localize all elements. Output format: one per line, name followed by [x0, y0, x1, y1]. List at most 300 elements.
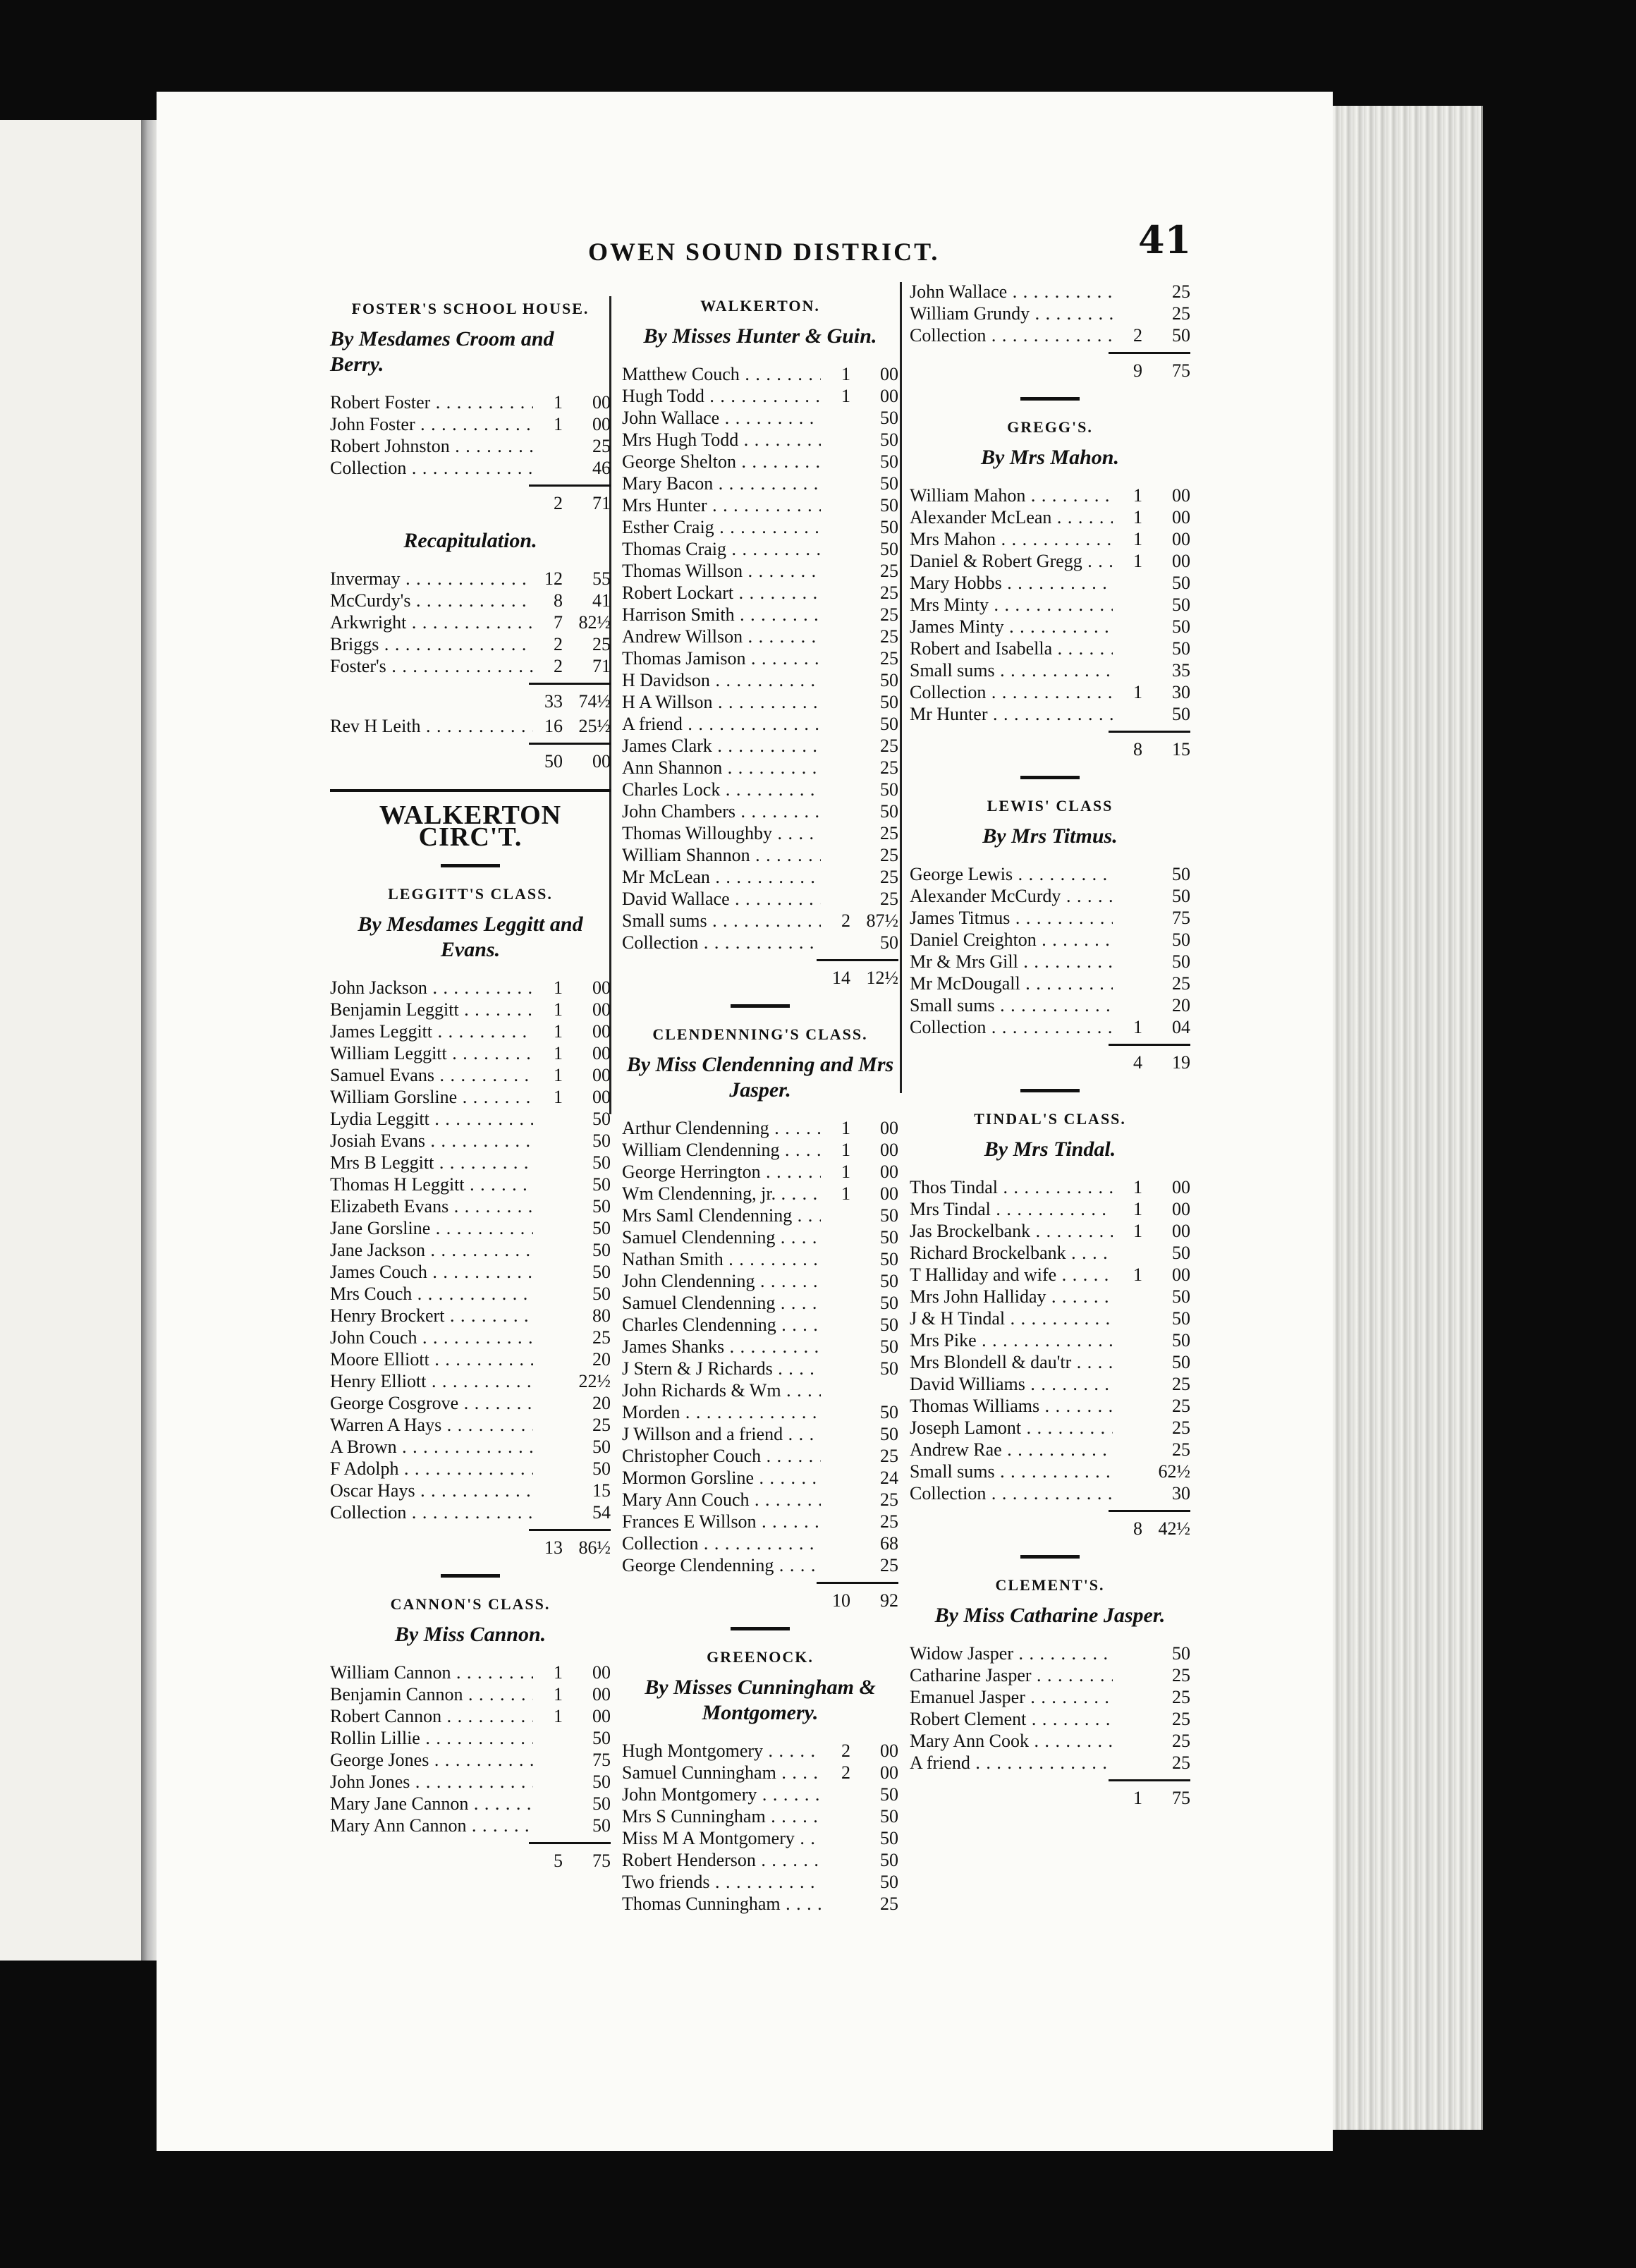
entry-dollars: [821, 669, 850, 691]
entry-cents: 25: [880, 736, 898, 756]
entry-list: [910, 1642, 1190, 1774]
entry-cents: 50: [1172, 616, 1190, 637]
entry-cents: 68: [880, 1533, 898, 1554]
entry-cents: 00: [592, 1021, 611, 1042]
entry-row: [622, 429, 898, 451]
entry-dollars: [821, 800, 850, 822]
entry-dollars: [533, 1436, 563, 1458]
entry-cents: 50: [1172, 595, 1190, 615]
entry-dollars: [1113, 885, 1142, 907]
entry-row: [330, 1370, 611, 1392]
entry-name: George Shelton . . .: [622, 451, 821, 472]
entry-dollars: [533, 1392, 563, 1414]
entry-dollars: [821, 1849, 850, 1871]
entry-row: [910, 528, 1190, 550]
section-dash: [441, 864, 500, 867]
entry-dollars: [533, 1749, 563, 1771]
entry-row: [622, 1445, 898, 1467]
entry-name: Benjamin Cannon . . .: [330, 1683, 533, 1705]
total-cents: 15: [1172, 739, 1190, 760]
section-title: FOSTER'S SCHOOL HOUSE.: [351, 300, 590, 317]
entry-row: [622, 1292, 898, 1314]
entry-dollars: [821, 472, 850, 494]
entry-dollars: [821, 1489, 850, 1511]
entry-dollars: 1: [841, 1162, 850, 1182]
section-byline: By Misses Hunter & Guin.: [643, 324, 877, 348]
entry-cents: 50: [592, 1284, 611, 1304]
entry-name: George Cosgrove . . .: [330, 1392, 533, 1414]
entry-row: [622, 1740, 898, 1762]
entry-cents: 55: [592, 568, 611, 589]
entry-name: Daniel Creighton . . .: [910, 929, 1113, 951]
entry-dollars: [533, 1727, 563, 1749]
entry-row: [910, 1220, 1190, 1242]
entry-cents: 20: [1172, 995, 1190, 1016]
entry-row: [330, 391, 611, 413]
entry-cents: [850, 1379, 898, 1401]
entry-cents: 25: [880, 1894, 898, 1914]
entry-dollars: [821, 626, 850, 647]
entry-row: [330, 1327, 611, 1348]
entry-row: [622, 910, 898, 932]
total-cents: 92: [880, 1590, 898, 1611]
entry-dollars: 1: [841, 1140, 850, 1160]
entry-cents: 50: [592, 1174, 611, 1195]
section-byline: By Misses Cunningham & Montgomery.: [645, 1676, 876, 1724]
entry-cents: 50: [1172, 638, 1190, 659]
entry-dollars: [821, 560, 850, 582]
entry-dollars: 1: [1133, 485, 1142, 506]
entry-row: [622, 626, 898, 647]
total-dollars: 2: [554, 493, 563, 513]
entry-dollars: [821, 1205, 850, 1226]
entry-name: Joseph Lamont . . .: [910, 1417, 1113, 1439]
entry-name: Mr McLean . . .: [622, 866, 821, 888]
entry-row: [330, 1458, 611, 1480]
entry-dollars: 1: [554, 1021, 563, 1042]
entry-name: Charles Clendenning . . .: [622, 1314, 821, 1336]
entry-cents: 50: [1172, 573, 1190, 593]
entry-row: [330, 568, 611, 590]
entry-name: Thomas Craig . . .: [622, 538, 821, 560]
entry-name: Robert and Isabella . . .: [910, 638, 1113, 659]
entry-name: Two friends . . .: [622, 1871, 821, 1893]
entry-name: Collection . . .: [910, 1016, 1113, 1038]
section-total: [622, 1582, 898, 1611]
entry-dollars: 1: [1133, 1221, 1142, 1241]
section-total: [910, 1779, 1190, 1809]
section-byline: By Miss Cannon.: [394, 1623, 547, 1646]
entry-cents: 50: [1172, 1330, 1190, 1351]
entry-dollars: [1113, 1351, 1142, 1373]
entry-dollars: 1: [554, 1662, 563, 1683]
entry-name: Thomas Cunningham . . .: [622, 1893, 821, 1915]
entry-name: Collection . . .: [910, 1482, 1113, 1504]
entry-name: Rollin Lillie . . .: [330, 1727, 533, 1749]
entry-list: [910, 484, 1190, 725]
entry-name: J & H Tindal . . .: [910, 1307, 1113, 1329]
entry-name: William Mahon . . .: [910, 484, 1113, 506]
entry-cents: 80: [592, 1305, 611, 1326]
entry-cents: 25: [592, 436, 611, 456]
entry-list: [910, 281, 1190, 346]
entry-dollars: [821, 822, 850, 844]
entry-row: [910, 638, 1190, 659]
entry-name: Christopher Couch . . .: [622, 1445, 821, 1467]
entry-dollars: [533, 1195, 563, 1217]
entry-name: Frances E Willson . . .: [622, 1511, 821, 1532]
entry-cents: 25: [880, 583, 898, 603]
entry-row: [622, 757, 898, 779]
section-title: CLEMENT'S.: [995, 1576, 1105, 1594]
entry-row: [910, 303, 1190, 324]
section-dash: [1020, 397, 1080, 401]
column-2: [622, 291, 898, 1915]
entry-row: [622, 1805, 898, 1827]
section-title: CLENDENNING'S CLASS.: [652, 1025, 868, 1043]
entry-row: [910, 1242, 1190, 1264]
entry-dollars: [1113, 1752, 1142, 1774]
entry-name: Collection . . .: [910, 324, 1113, 346]
entry-list: [622, 1740, 898, 1915]
entry-dollars: [533, 1815, 563, 1836]
total-dollars: 8: [1133, 1518, 1142, 1539]
total-dollars: 1: [1133, 1788, 1142, 1808]
entry-cents: 50: [880, 495, 898, 516]
entry-dollars: 2: [554, 656, 563, 676]
entry-cents: 30: [1172, 1483, 1190, 1504]
entry-cents: 00: [592, 1662, 611, 1683]
entry-row: [330, 1152, 611, 1173]
entry-name: Jane Gorsline . . .: [330, 1217, 533, 1239]
entry-cents: 00: [880, 364, 898, 384]
entry-name: Thomas Willoughby . . .: [622, 822, 821, 844]
section-dash: [1020, 1089, 1080, 1092]
entry-row: [330, 1414, 611, 1436]
entry-name: Collection . . .: [330, 457, 533, 479]
entry-dollars: [821, 516, 850, 538]
total-dollars: 13: [544, 1537, 563, 1558]
entry-cents: 25: [1172, 973, 1190, 994]
total-dollars: 5: [554, 1851, 563, 1871]
entry-dollars: [821, 647, 850, 669]
entry-dollars: [821, 1314, 850, 1336]
entry-cents: 00: [880, 1118, 898, 1138]
entry-cents: 24: [880, 1468, 898, 1488]
entry-dollars: [1113, 1439, 1142, 1461]
entry-name: James Couch . . .: [330, 1261, 533, 1283]
entry-list: [330, 1662, 611, 1836]
entry-name: A friend . . .: [622, 713, 821, 735]
entry-cents: 25: [592, 1327, 611, 1348]
entry-name: Robert Henderson . . .: [622, 1849, 821, 1871]
entry-dollars: [821, 1358, 850, 1379]
section-dash: [731, 1004, 790, 1008]
entry-cents: 25: [880, 604, 898, 625]
entry-row: [910, 1461, 1190, 1482]
entry-row: [330, 1173, 611, 1195]
entry-dollars: [533, 1458, 563, 1480]
entry-cents: 25: [1172, 1396, 1190, 1416]
entry-row: [622, 1784, 898, 1805]
entry-dollars: [821, 1784, 850, 1805]
entry-name: Mrs John Halliday . . .: [910, 1286, 1113, 1307]
entry-name: J Stern & J Richards . . .: [622, 1358, 821, 1379]
entry-cents: 00: [592, 1706, 611, 1726]
entry-cents: 25: [1172, 1731, 1190, 1751]
entry-dollars: [821, 866, 850, 888]
entry-row: [330, 1793, 611, 1815]
entry-row: [910, 907, 1190, 929]
entry-row: [622, 560, 898, 582]
entry-cents: 30: [1172, 682, 1190, 702]
entry-row: [622, 604, 898, 626]
section-byline: By Miss Clendenning and Mrs Jasper.: [626, 1053, 894, 1102]
entry-cents: 35: [1172, 660, 1190, 681]
entry-name: John Foster . . .: [330, 413, 533, 435]
entry-cents: 25: [880, 1511, 898, 1532]
entry-dollars: [821, 1893, 850, 1915]
entry-dollars: [821, 713, 850, 735]
entry-list: [910, 863, 1190, 1038]
entry-row: [622, 407, 898, 429]
entry-cents: 50: [880, 932, 898, 953]
entry-row: [330, 413, 611, 435]
total-cents: 00: [592, 751, 611, 772]
entry-name: J Willson and a friend . . .: [622, 1423, 821, 1445]
entry-name: Small sums . . .: [622, 910, 821, 932]
entry-cents: 50: [880, 408, 898, 428]
entry-row: [622, 1489, 898, 1511]
entry-name: Thomas Jamison . . .: [622, 647, 821, 669]
entry-name: David Williams . . .: [910, 1373, 1113, 1395]
section-total: [330, 484, 611, 514]
entry-dollars: [821, 1805, 850, 1827]
entry-name: Henry Brockert . . .: [330, 1305, 533, 1327]
entry-cents: 25: [1172, 1709, 1190, 1729]
section-byline: By Mesdames Croom and Berry.: [330, 327, 554, 376]
entry-row: [910, 1286, 1190, 1307]
entry-cents: 50: [592, 1772, 611, 1792]
entry-name: Mormon Gorsline . . .: [622, 1467, 821, 1489]
entry-cents: 25: [1172, 1418, 1190, 1438]
entry-dollars: [821, 888, 850, 910]
entry-cents: 54: [592, 1502, 611, 1523]
entry-name: Thomas Willson . . .: [622, 560, 821, 582]
entry-dollars: 1: [1133, 551, 1142, 571]
entry-name: Mary Jane Cannon . . .: [330, 1793, 533, 1815]
entry-dollars: [1113, 281, 1142, 303]
entry-cents: 50: [592, 1437, 611, 1457]
entry-cents: 20: [592, 1393, 611, 1413]
entry-row: [330, 457, 611, 479]
entry-name: Foster's . . .: [330, 655, 533, 677]
entry-name: Robert Cannon . . .: [330, 1705, 533, 1727]
entry-dollars: [533, 1480, 563, 1501]
entry-name: Esther Craig . . .: [622, 516, 821, 538]
entry-row: [622, 735, 898, 757]
entry-dollars: 1: [841, 386, 850, 406]
entry-dollars: [533, 1108, 563, 1130]
entry-cents: 25: [592, 634, 611, 654]
entry-cents: 50: [880, 1315, 898, 1335]
entry-dollars: [821, 1270, 850, 1292]
entry-dollars: 1: [841, 1118, 850, 1138]
page-number: 41: [1138, 217, 1192, 262]
entry-row: [622, 1893, 898, 1915]
entry-cents: 50: [880, 1293, 898, 1313]
entry-dollars: [821, 844, 850, 866]
entry-row: [622, 713, 898, 735]
entry-cents: 00: [880, 386, 898, 406]
entry-name: Benjamin Leggitt . . .: [330, 999, 533, 1020]
entry-row: [910, 1307, 1190, 1329]
entry-name: Robert Clement . . .: [910, 1708, 1113, 1730]
entry-cents: 75: [1172, 908, 1190, 928]
entry-dollars: [533, 1130, 563, 1152]
book-gutter: [141, 120, 158, 1961]
section-total: [910, 731, 1190, 760]
entry-dollars: [821, 1827, 850, 1849]
recap-title: Recapitulation.: [403, 529, 537, 552]
entry-dollars: 1: [554, 1087, 563, 1107]
entry-dollars: [821, 1226, 850, 1248]
entry-dollars: [533, 1305, 563, 1327]
entry-row: [622, 1401, 898, 1423]
entry-dollars: 7: [554, 612, 563, 633]
entry-dollars: [533, 1173, 563, 1195]
entry-cents: 50: [880, 1424, 898, 1444]
entry-dollars: [821, 604, 850, 626]
entry-cents: 50: [880, 539, 898, 559]
entry-name: Samuel Evans . . .: [330, 1064, 533, 1086]
entry-cents: 25: [880, 823, 898, 843]
entry-name: Charles Lock . . .: [622, 779, 821, 800]
entry-cents: 50: [880, 801, 898, 822]
entry-cents: 50: [592, 1130, 611, 1151]
entry-row: [622, 1161, 898, 1183]
entry-name: Mrs Saml Clendenning . . .: [622, 1205, 821, 1226]
entry-name: Samuel Clendenning . . .: [622, 1226, 821, 1248]
entry-cents: 00: [880, 1762, 898, 1783]
entry-dollars: 2: [1133, 325, 1142, 346]
entry-name: James Minty . . .: [910, 616, 1113, 638]
entry-dollars: [1113, 703, 1142, 725]
entry-name: John Wallace . . .: [622, 407, 821, 429]
entry-dollars: 2: [841, 1762, 850, 1783]
entry-dollars: [533, 1327, 563, 1348]
entry-cents: 00: [1172, 507, 1190, 528]
entry-dollars: [821, 429, 850, 451]
entry-name: Daniel & Robert Gregg . . .: [910, 550, 1113, 572]
entry-name: Mrs Minty . . .: [910, 594, 1113, 616]
entry-dollars: [1113, 951, 1142, 973]
entry-dollars: 1: [554, 1706, 563, 1726]
entry-row: [910, 1417, 1190, 1439]
section-byline: By Miss Catharine Jasper.: [934, 1604, 1166, 1627]
entry-row: [910, 484, 1190, 506]
entry-row: [622, 1423, 898, 1445]
entry-cents: 50: [880, 692, 898, 712]
entry-name: Widow Jasper . . .: [910, 1642, 1113, 1664]
entry-row: [330, 1392, 611, 1414]
entry-cents: 50: [880, 451, 898, 472]
entry-dollars: [533, 1261, 563, 1283]
entry-cents: 25: [1172, 303, 1190, 324]
entry-cents: 71: [592, 656, 611, 676]
entry-name: John Montgomery . . .: [622, 1784, 821, 1805]
entry-cents: 00: [592, 1065, 611, 1085]
entry-dollars: [821, 407, 850, 429]
entry-name: A Brown . . .: [330, 1436, 533, 1458]
entry-cents: 50: [1172, 1308, 1190, 1329]
entry-row: [910, 1016, 1190, 1038]
entry-dollars: [1113, 1307, 1142, 1329]
entry-row: [622, 1532, 898, 1554]
entry-list: [622, 1117, 898, 1576]
entry-cents: 25: [880, 648, 898, 669]
entry-row: [910, 550, 1190, 572]
entry-row: [330, 1436, 611, 1458]
entry-dollars: [821, 1532, 850, 1554]
entry-name: William Grundy . . .: [910, 303, 1113, 324]
entry-name: Rev H Leith . . .: [330, 715, 533, 737]
entry-cents: 50: [1172, 1286, 1190, 1307]
entry-row: [910, 616, 1190, 638]
entry-row: [622, 516, 898, 538]
entry-name: Warren A Hays . . .: [330, 1414, 533, 1436]
entry-cents: 25: [880, 757, 898, 778]
entry-row: [622, 1554, 898, 1576]
section-total: [910, 1510, 1190, 1540]
entry-dollars: [1113, 616, 1142, 638]
entry-dollars: 1: [554, 414, 563, 434]
section-dash: [441, 1574, 500, 1578]
entry-row: [910, 594, 1190, 616]
entry-row: [622, 1139, 898, 1161]
entry-row: [622, 888, 898, 910]
entry-name: Oscar Hays . . .: [330, 1480, 533, 1501]
entry-dollars: 2: [841, 1740, 850, 1761]
entry-row: [910, 1198, 1190, 1220]
entry-name: Alexander McCurdy . . .: [910, 885, 1113, 907]
entry-row: [330, 1020, 611, 1042]
entry-row: [622, 1467, 898, 1489]
entry-name: Robert Johnston . . .: [330, 435, 533, 457]
entry-name: Thomas H Leggitt . . .: [330, 1173, 533, 1195]
left-page-edge: [0, 120, 145, 1961]
entry-name: Morden . . .: [622, 1401, 821, 1423]
page-edges: [1319, 106, 1483, 2130]
entry-cents: 00: [880, 1162, 898, 1182]
entry-name: Mary Ann Cook . . .: [910, 1730, 1113, 1752]
entry-row: [622, 1762, 898, 1784]
entry-row: [330, 1815, 611, 1836]
entry-dollars: 1: [1133, 1017, 1142, 1037]
entry-row: [330, 1130, 611, 1152]
entry-name: George Jones . . .: [330, 1749, 533, 1771]
entry-cents: 00: [880, 1140, 898, 1160]
entry-row: [622, 866, 898, 888]
entry-name: Mr Hunter . . .: [910, 703, 1113, 725]
entry-row: [330, 1501, 611, 1523]
entry-row: [910, 324, 1190, 346]
entry-row: [910, 1351, 1190, 1373]
entry-row: [910, 1730, 1190, 1752]
total-dollars: 33: [544, 691, 563, 712]
entry-dollars: [821, 1467, 850, 1489]
entry-row: [622, 494, 898, 516]
